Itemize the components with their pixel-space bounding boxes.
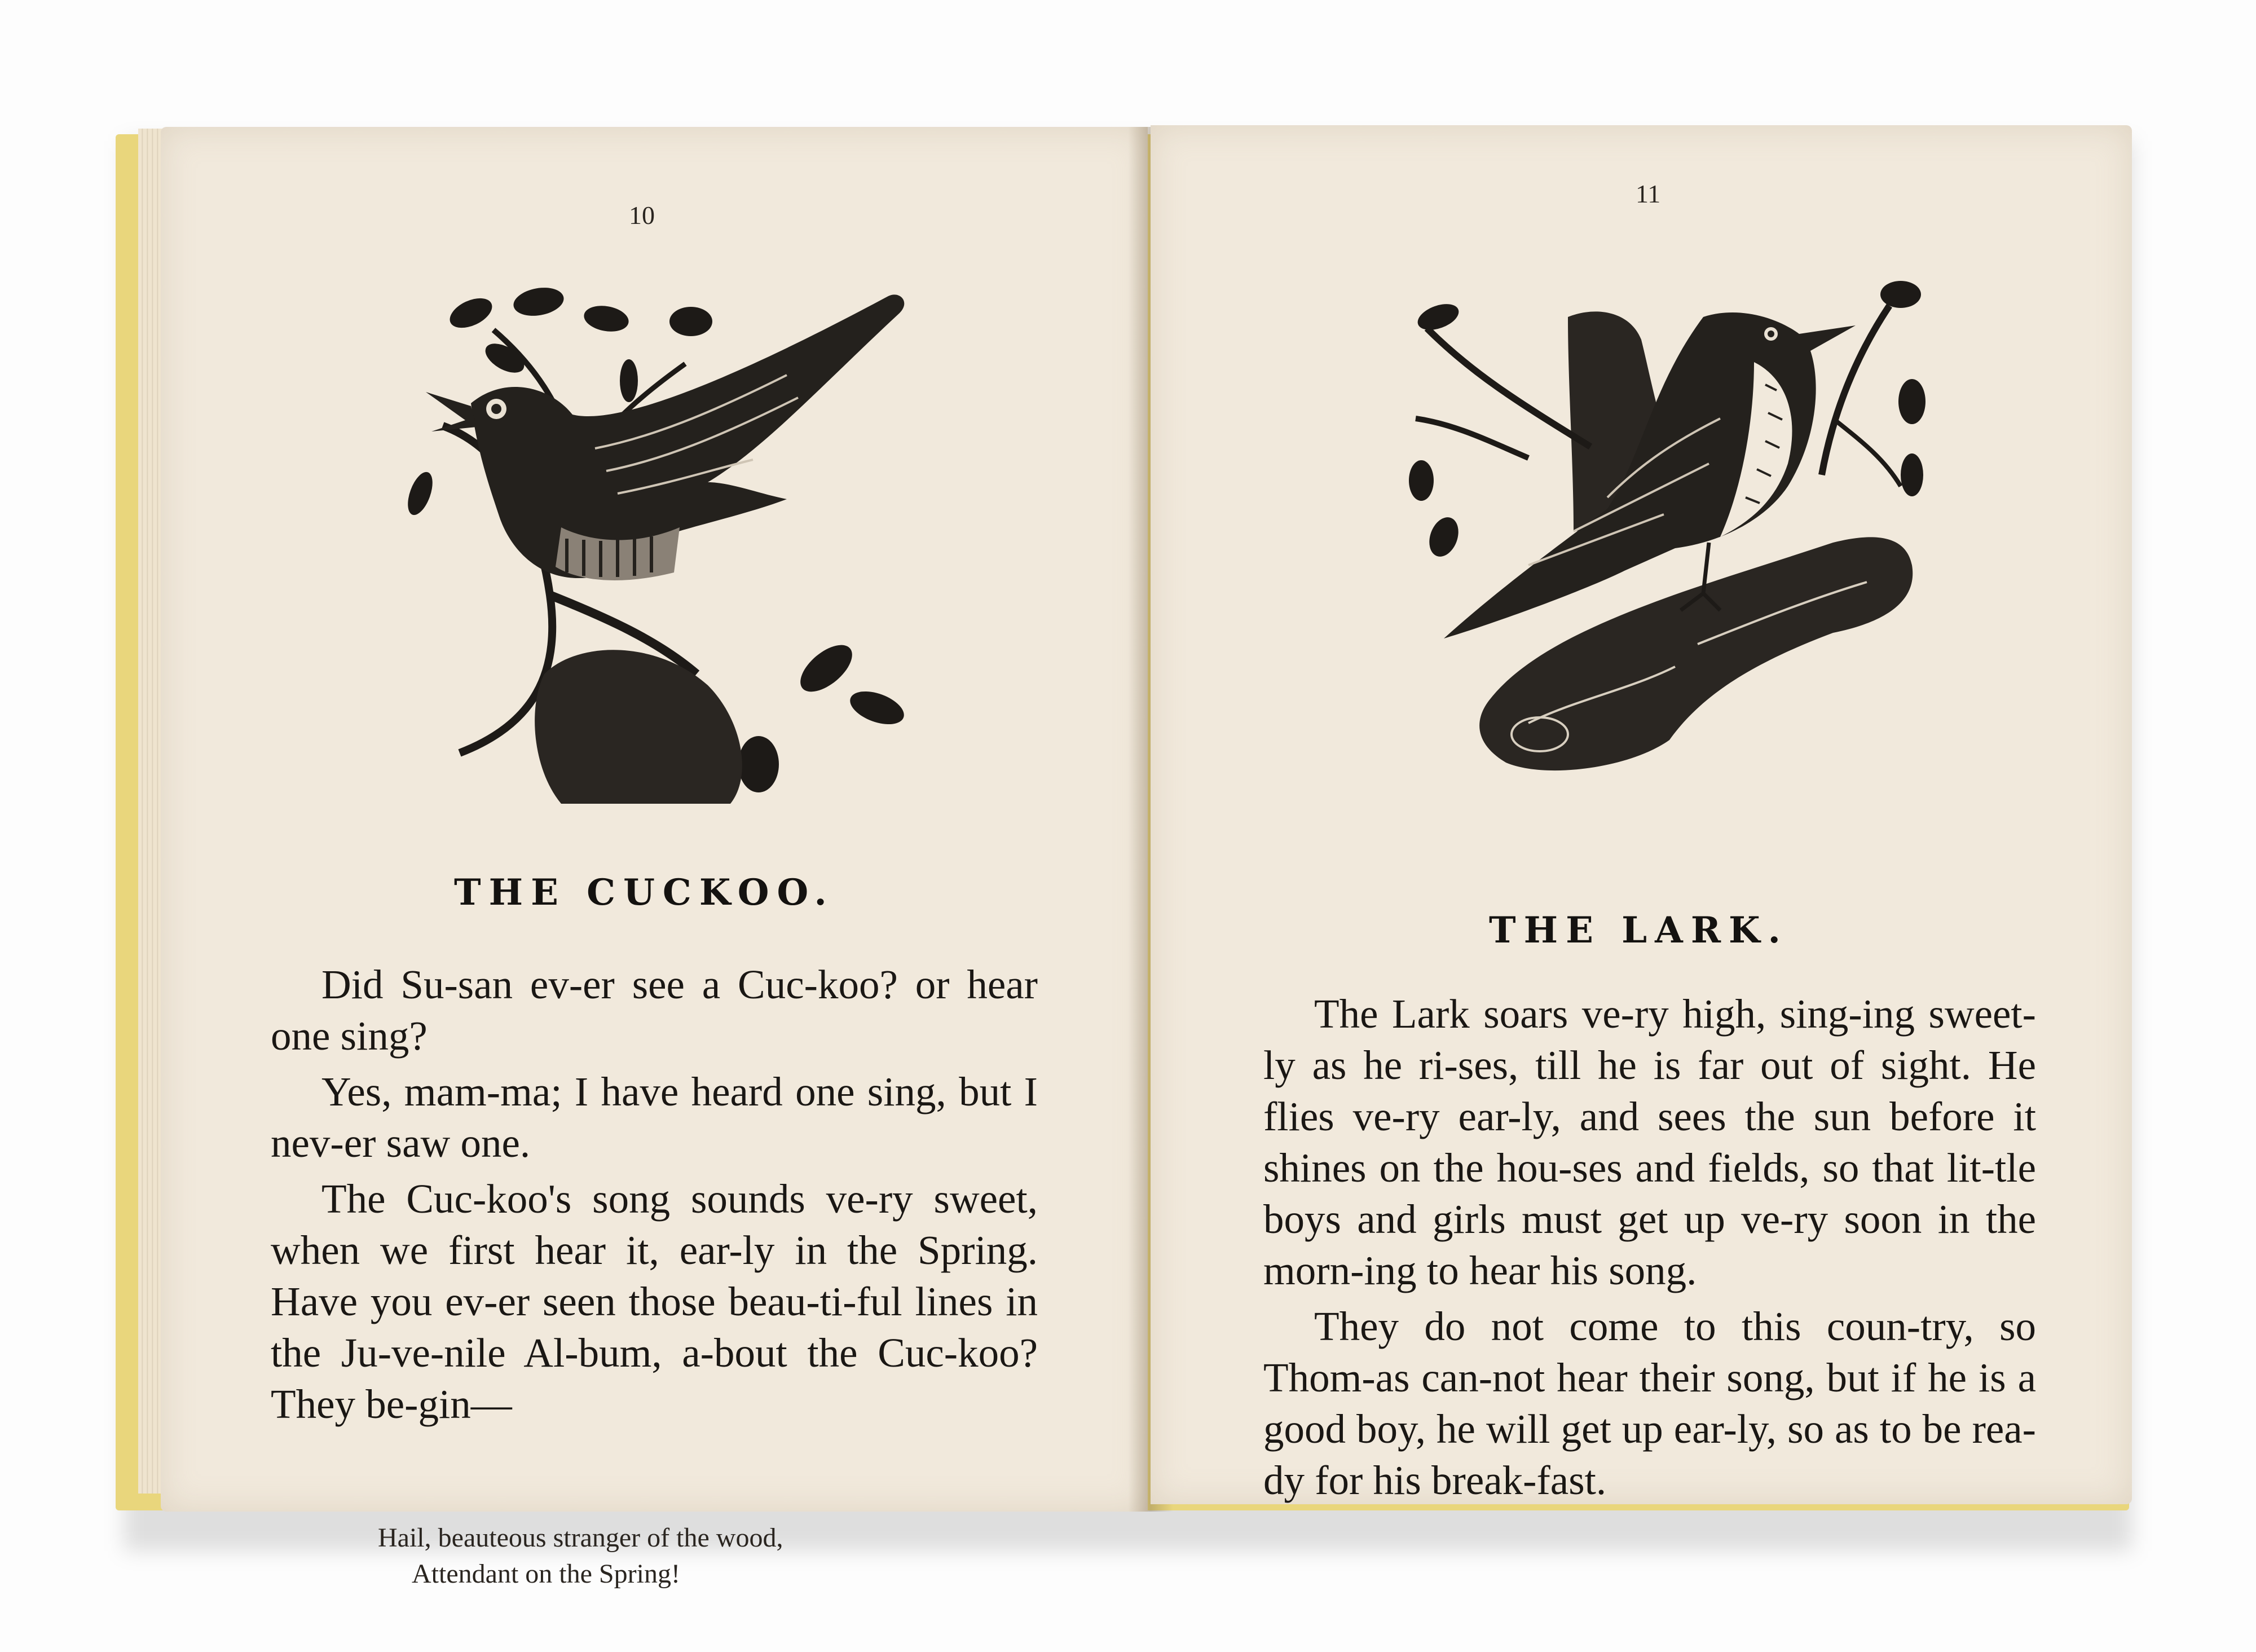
right-page [1151,125,2132,1504]
cuckoo-woodcut [392,279,922,815]
cuckoo-body [471,294,904,578]
lark-text [1263,988,2036,1510]
poem-line: Hail, beauteous stranger of the wood, [378,1523,783,1553]
page-number-left: 10 [629,201,655,230]
poem-quote [378,1520,783,1592]
lark-paragraph: The Lark soars ve-ry high, sing-ing sweet-ly as he ri-ses, till he is far out of sight. He flies ve-ry ear-ly, and sees the sun before it shines on the hou-ses and fields, so that lit-tle boys and girls must get up ve-ry soon in the morn-ing to hear his song. [1263,991,2036,1293]
lark-woodcut [1404,272,1946,813]
poem-line: Attendant on the Spring! [412,1559,680,1589]
page-number-right: 11 [1636,179,1661,208]
lark-paragraph: They do not come to this coun-try, so Thom-as can-not hear their song, but if he is a good boy, he will get up ear-ly, so as to be rea-dy for his break-fast. [1263,1303,2036,1503]
cuckoo-beak [426,392,477,431]
heading-lark: THE LARK. [1489,909,1788,951]
heading-cuckoo: THE CUCKOO. [454,871,835,914]
cuckoo-text [271,959,1038,1434]
cuckoo-paragraph: Did Su-san ev-er see a Cuc-koo? or hear one sing? [271,962,1038,1059]
cuckoo-stump [535,650,742,804]
left-page [161,127,1148,1589]
cuckoo-paragraph: The Cuc-koo's song sounds ve-ry sweet, when we first hear it, ear-ly in the Spring. Have you ev-er seen those beau-ti-ful lines in the Ju-ve-nile Al-bum, a-bout the Cuc-koo? They be-gin— [271,1176,1038,1427]
cuckoo-paragraph: Yes, mam-ma; I have heard one sing, but I nev-er saw one. [271,1069,1038,1166]
